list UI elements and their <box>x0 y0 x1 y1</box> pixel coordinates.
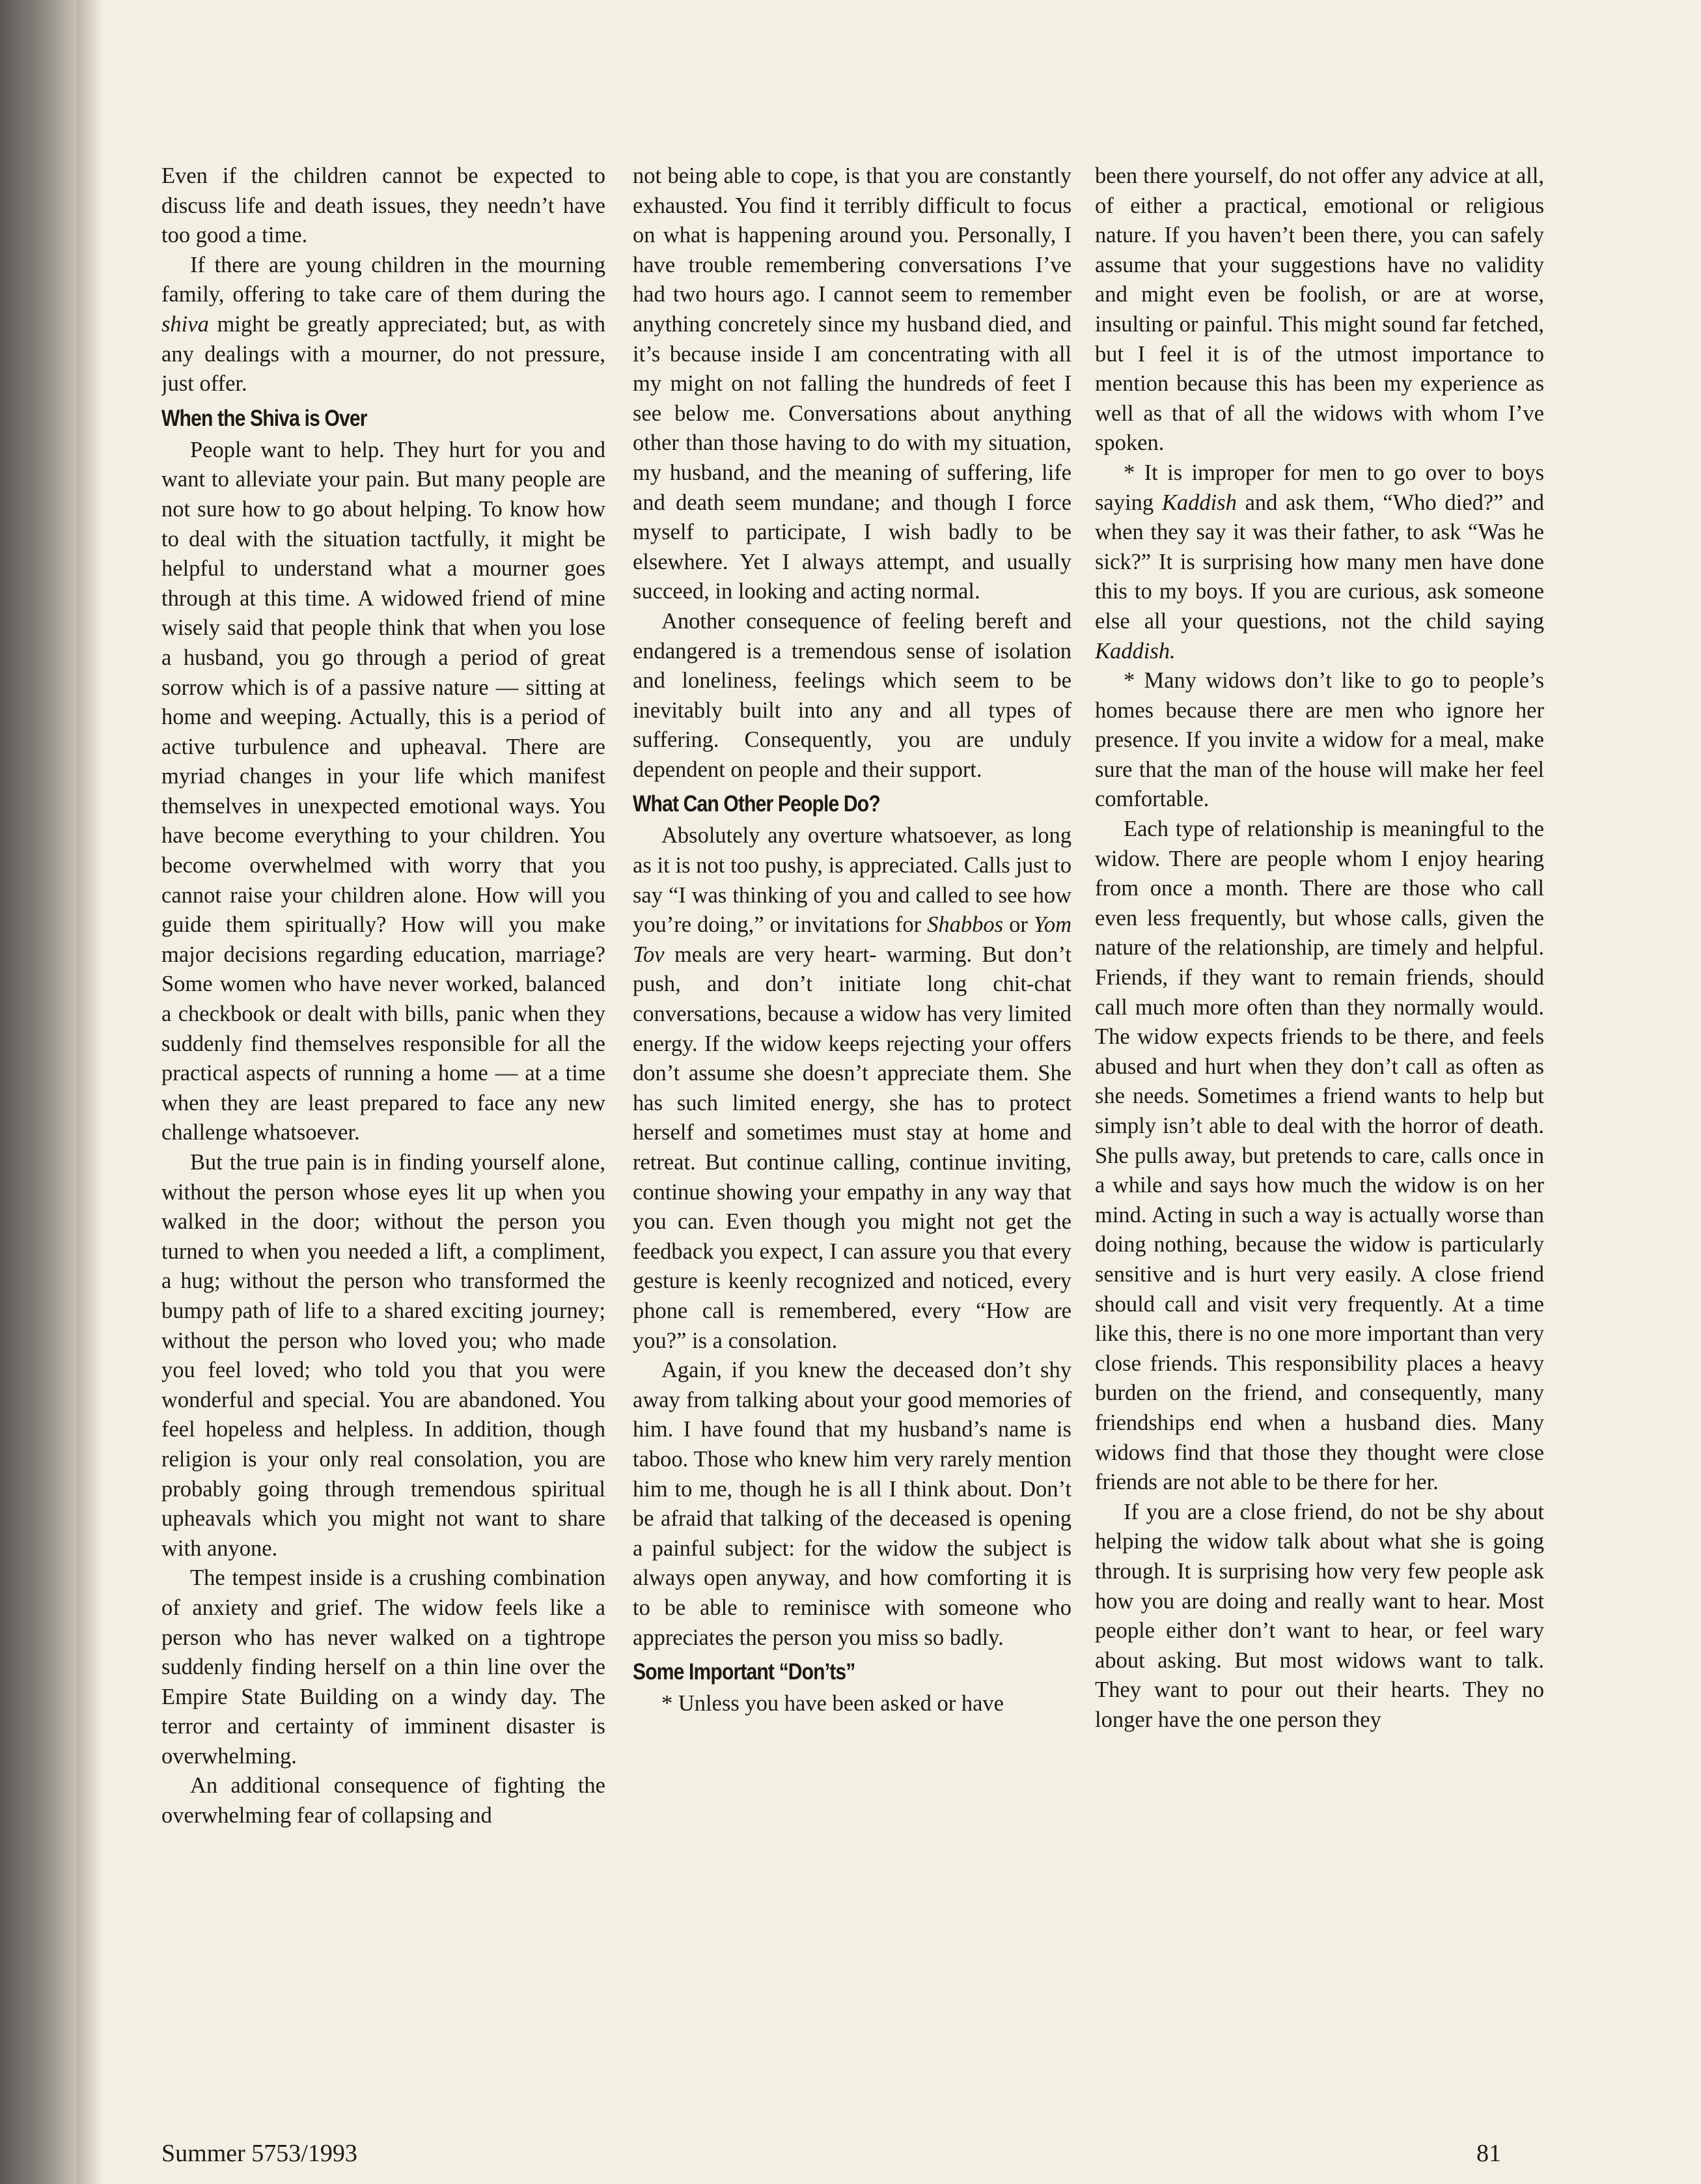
paragraph: * Unless you have been asked or have <box>661 1691 1004 1716</box>
paragraph: Absolutely any overture whatsoever, as long as it is not too pushy, is appreciated. Calls just to say “I was thinking of you and called to see how you’re doing,” or invitations for Shabbos or Yom Tov meals are very heart- warming. But don’t push, and don’t initiate long chit-chat conversations, because a widow has very limited energy. If the widow keeps rejecting your offers don’t assume she doesn’t appreciate them. She has such limited energy, she has to protect herself and sometimes must stay at home and retreat. But continue calling, continue inviting, continue showing your empathy in any way that you can. Even though you might not get the feedback you expect, I can assure you that every gesture is keenly recognized and noticed, every phone call is remembered, every “How are you?” is a consolation. <box>633 823 1072 1353</box>
paragraph: * Many widows don’t like to go to people’s homes because there are men who ignore her presence. If you invite a widow for a meal, make sure that the man of the house will make her feel comfortable. <box>1095 668 1544 812</box>
paragraph: been there yourself, do not offer any advice at all, of either a practical, emotional or religious nature. If you haven’t been there, you can safely assume that your suggestions have no validity and might even be foolish, or are at worse, insulting or painful. This might sound far fetched, but I feel it is of the utmost importance to mention because this has been my experience as well as that of all the widows with whom I’ve spoken. <box>1095 163 1544 456</box>
paragraph: People want to help. They hurt for you and want to alleviate your pain. But many people are not sure how to go about helping. To know how to deal with the situation tactfully, it might be helpful to understand what a mourner goes through at this time. A widowed friend of mine wisely said that people think that when you lose a husband, you go through a period of great sorrow which is of a passive nature — sitting at home and weeping. Actually, this is a period of active turbulence and upheaval. There are myriad changes in your life which manifest themselves in unexpected emotional ways. You have become everything to your children. You become overwhelmed with worry that you cannot raise your children alone. How will you guide them spiritually? How will you make major decisions regarding education, marriage? Some women who have never worked, balanced a checkbook or dealt with bills, panic when they suddenly find themselves responsible for all the practical aspects of running a home — at a time when they are least prepared to face any new challenge whatsoever. <box>161 437 605 1145</box>
section-heading-other-people: What Can Other People Do? <box>633 791 880 817</box>
paragraph: Another consequence of feeling bereft and endangered is a tremendous sense of isolation and loneliness, feelings which seem to be inevitably built into any and all types of suffering. Consequently, you are unduly dependent on people and their support. <box>633 608 1072 782</box>
page-number: 81 <box>1476 2140 1501 2167</box>
paragraph: * It is improper for men to go over to boys saying Kaddish and ask them, “Who died?” and when they say it was their father, to ask “Was he sick?” It is surprising how many men have done this to my boys. If you are curious, ask someone else all your questions, not the child saying Kaddish. <box>1095 460 1544 664</box>
paragraph: not being able to cope, is that you are constantly exhausted. You find it terribly difficult to focus on what is happening around you. Personally, I have trouble remembering conversations I’ve had two hours ago. I cannot seem to remember anything concretely since my husband died, and it’s because inside I am concentrating with all my might on not falling the hundreds of feet I see below me. Conversations about anything other than those having to do with my situation, my husband, and the meaning of suffering, life and death seem mundane; and though I force myself to participate, I wish badly to be elsewhere. Yet I always attempt, and usually succeed, in looking and acting normal. <box>633 163 1072 604</box>
text-column-2 <box>633 161 1072 2076</box>
paragraph: If you are a close friend, do not be shy about helping the widow talk about what she is going through. It is surprising how very few people ask how you are doing and really want to hear. Most people either don’t want to hear, or feel wary about asking. But most widows want to talk. They want to pour out their hearts. They no longer have the one person they <box>1095 1499 1544 1732</box>
gutter-shadow <box>77 0 103 2184</box>
paragraph: The tempest inside is a crushing combination of anxiety and grief. The widow feels like a person who has never walked on a tightrope suddenly finding herself on a thin line over the Empire State Building on a windy day. The terror and certainty of imminent disaster is overwhelming. <box>161 1565 605 1769</box>
book-binding <box>0 0 77 2184</box>
section-heading-donts: Some Important “Don’ts” <box>633 1659 855 1685</box>
paragraph: An additional consequence of fighting the overwhelming fear of collapsing and <box>161 1773 605 1828</box>
paragraph: Even if the children cannot be expected to discuss life and death issues, they needn’t have too good a time. <box>161 163 605 248</box>
text-column-1 <box>161 161 605 2076</box>
section-heading-shiva-over: When the Shiva is Over <box>161 405 367 431</box>
paragraph: But the true pain is in finding yourself alone, without the person whose eyes lit up when you walked in the door; without the person you turned to when you needed a lift, a compliment, a hug; without the person who transformed the bumpy path of life to a shared exciting journey; without the person who loved you; who made you feel loved; who told you that you were wonderful and special. You are abandoned. You feel hopeless and helpless. In addition, though religion is your only real consolation, you are probably going through tremendous spiritual upheavals which you might not want to share with anyone. <box>161 1150 605 1561</box>
issue-footer: Summer 5753/1993 <box>161 2140 357 2167</box>
paragraph: Again, if you knew the deceased don’t shy away from talking about your good memories of him. I have found that my husband’s name is taboo. Those who knew him very rarely mention him to me, though he is all I think about. Don’t be afraid that talking of the deceased is opening a painful subject: for the widow the subject is always open anyway, and how comforting it is to be able to reminisce with someone who appreciates the person you miss so badly. <box>633 1358 1072 1650</box>
paragraph: Each type of relationship is meaningful to the widow. There are people whom I enjoy hearing from once a month. There are those who call even less frequently, but whose calls, given the nature of the relationship, are timely and helpful. Friends, if they want to remain friends, should call much more often than they normally would. The widow expects friends to be there, and feels abused and hurt when they don’t call as often as she needs. Sometimes a friend wants to help but simply isn’t able to deal with the horror of death. She pulls away, but pretends to care, calls once in a while and says how much the widow is on her mind. Acting in such a way is actually worse than doing nothing, because the widow is particularly sensitive and is hurt very easily. A close friend should call and visit very frequently. At a time like this, there is no one more important than very close friends. This responsibility places a heavy burden on the friend, and consequently, many friendships end when a husband dies. Many widows find that those they thought were close friends are not able to be there for her. <box>1095 817 1544 1495</box>
text-column-3 <box>1095 161 1544 2076</box>
paragraph: If there are young children in the mourning family, offering to take care of them during the shiva might be greatly appreciated; but, as with any dealings with a mourner, do not pressure, just offer. <box>161 252 605 397</box>
